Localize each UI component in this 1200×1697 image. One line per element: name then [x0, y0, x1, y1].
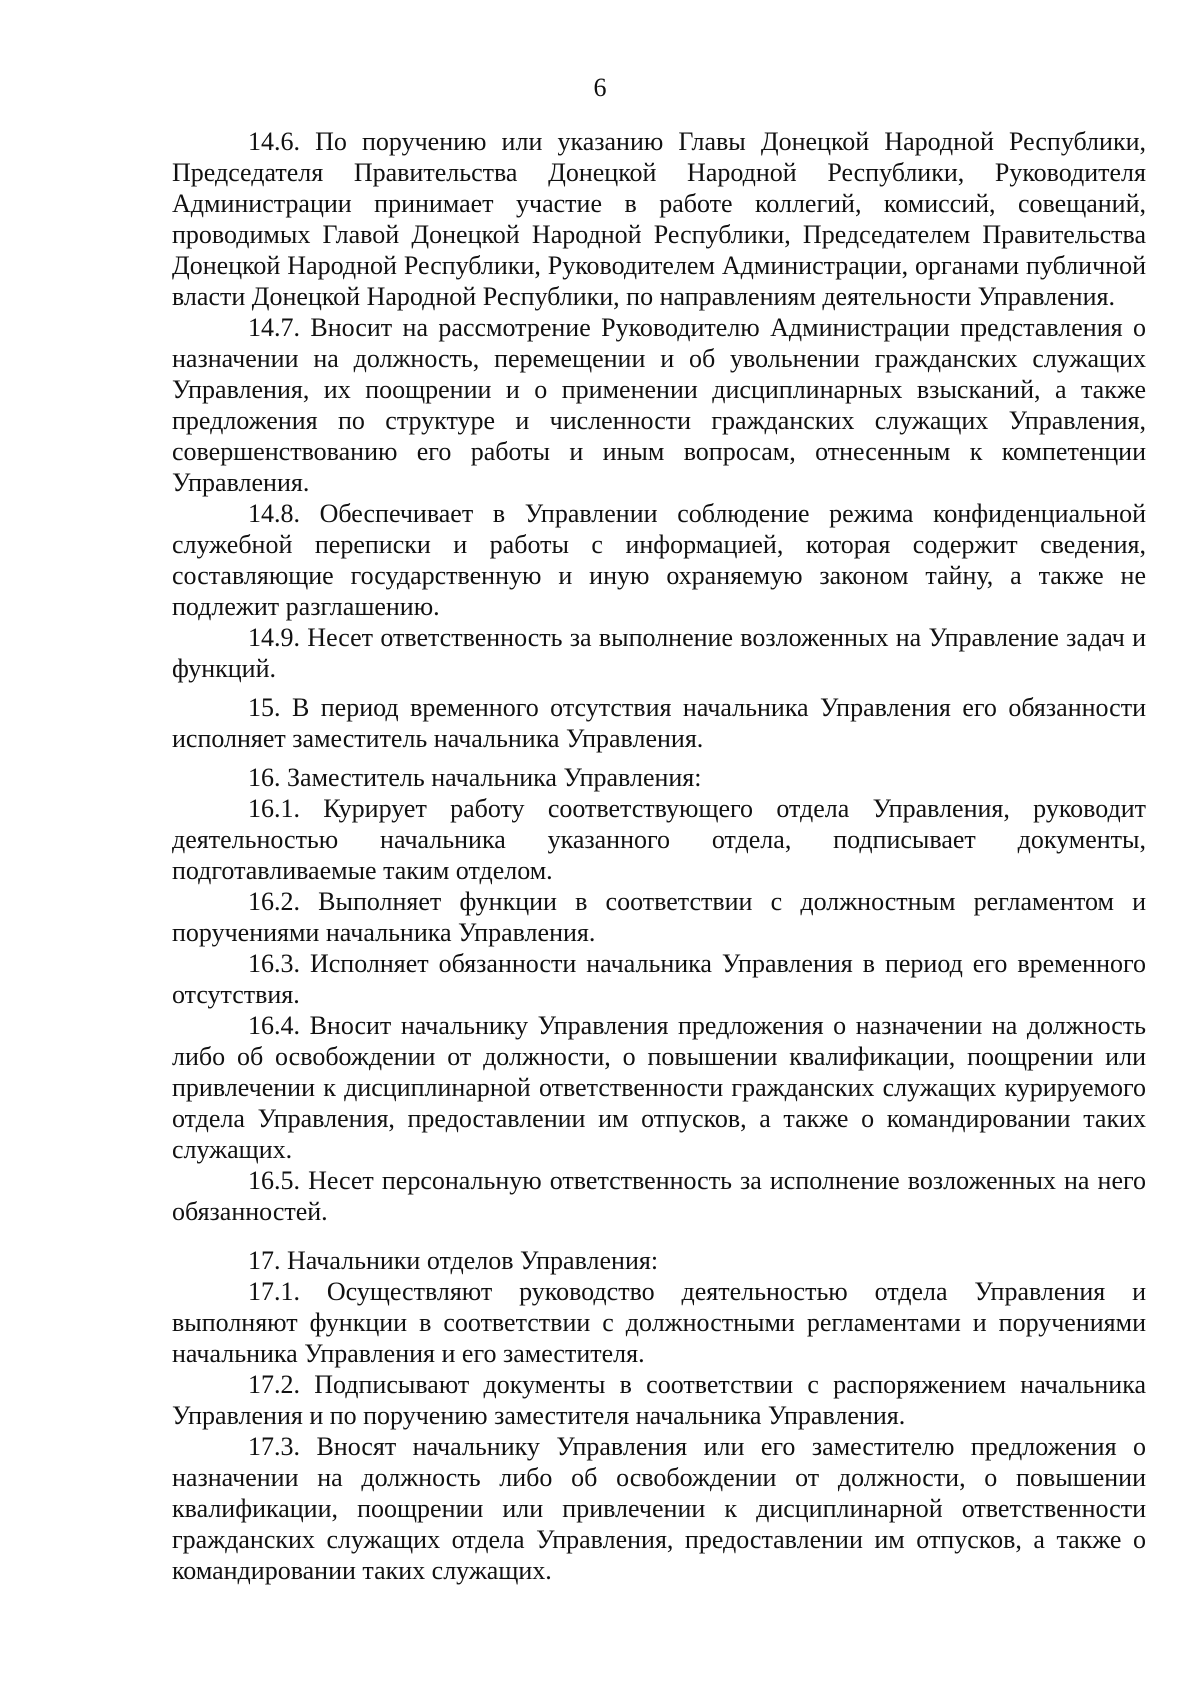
- paragraph-15: 15. В период временного отсутствия начальника Управления его обязанности исполняет заместитель начальника Управления.: [172, 693, 1146, 753]
- paragraph-16-3: 16.3. Исполняет обязанности начальника Управления в период его временного отсутствия.: [172, 949, 1146, 1009]
- paragraph-16-2: 16.2. Выполняет функции в соответствии с должностным регламентом и поручениями начальника Управления.: [172, 887, 1146, 947]
- paragraph-14-9: 14.9. Несет ответственность за выполнение возложенных на Управление задач и функций.: [172, 623, 1146, 683]
- paragraph-14-7: 14.7. Вносит на рассмотрение Руководителю Администрации представления о назначении на должность, перемещении и об увольнении гражданских служащих Управления, их поощрении и о применении дисциплинарных взысканий, а также предложения по структуре и численности гражданских служащих Управления, совершенствованию его работы и иным вопросам, отнесенным к компетенции Управления.: [172, 313, 1146, 497]
- paragraph-14-8: 14.8. Обеспечивает в Управлении соблюдение режима конфиденциальной служебной переписки и работы с информацией, которая содержит сведения, составляющие государственную и иную охраняемую законом тайну, а также не подлежит разглашению.: [172, 499, 1146, 621]
- paragraph-17-3: 17.3. Вносят начальнику Управления или его заместителю предложения о назначении на должность либо об освобождении от должности, о повышении квалификации, поощрении или привлечении к дисциплинарной ответственности гражданских служащих отдела Управления, предоставлении им отпусков, а также о командировании таких служащих.: [172, 1432, 1146, 1585]
- paragraph-17-1: 17.1. Осуществляют руководство деятельностью отдела Управления и выполняют функции в соответствии с должностными регламентами и поручениями начальника Управления и его заместителя.: [172, 1277, 1146, 1368]
- paragraph-14-6: 14.6. По поручению или указанию Главы Донецкой Народной Республики, Председателя Правительства Донецкой Народной Республики, Руководителя Администрации принимает участие в работе коллегий, комиссий, совещаний, проводимых Главой Донецкой Народной Республики, Председателем Правительства Донецкой Народной Республики, Руководителем Администрации, органами публичной власти Донецкой Народной Республики, по направлениям деятельности Управления.: [172, 127, 1146, 311]
- paragraph-17: 17. Начальники отделов Управления:: [248, 1246, 659, 1275]
- page-number: 6: [593, 73, 607, 102]
- paragraph-16: 16. Заместитель начальника Управления:: [248, 763, 702, 792]
- paragraph-16-1: 16.1. Курирует работу соответствующего отдела Управления, руководит деятельностью начальника указанного отдела, подписывает документы, подготавливаемые таким отделом.: [172, 794, 1146, 885]
- paragraph-16-5: 16.5. Несет персональную ответственность за исполнение возложенных на него обязанностей.: [172, 1166, 1146, 1226]
- paragraph-17-2: 17.2. Подписывают документы в соответствии с распоряжением начальника Управления и по поручению заместителя начальника Управления.: [172, 1370, 1146, 1430]
- document-body: [172, 126, 1146, 1586]
- paragraph-16-4: 16.4. Вносит начальнику Управления предложения о назначении на должность либо об освобождении от должности, о повышении квалификации, поощрении или привлечении к дисциплинарной ответственности гражданских служащих курируемого отдела Управления, предоставлении им отпусков, а также о командировании таких служащих.: [172, 1011, 1146, 1164]
